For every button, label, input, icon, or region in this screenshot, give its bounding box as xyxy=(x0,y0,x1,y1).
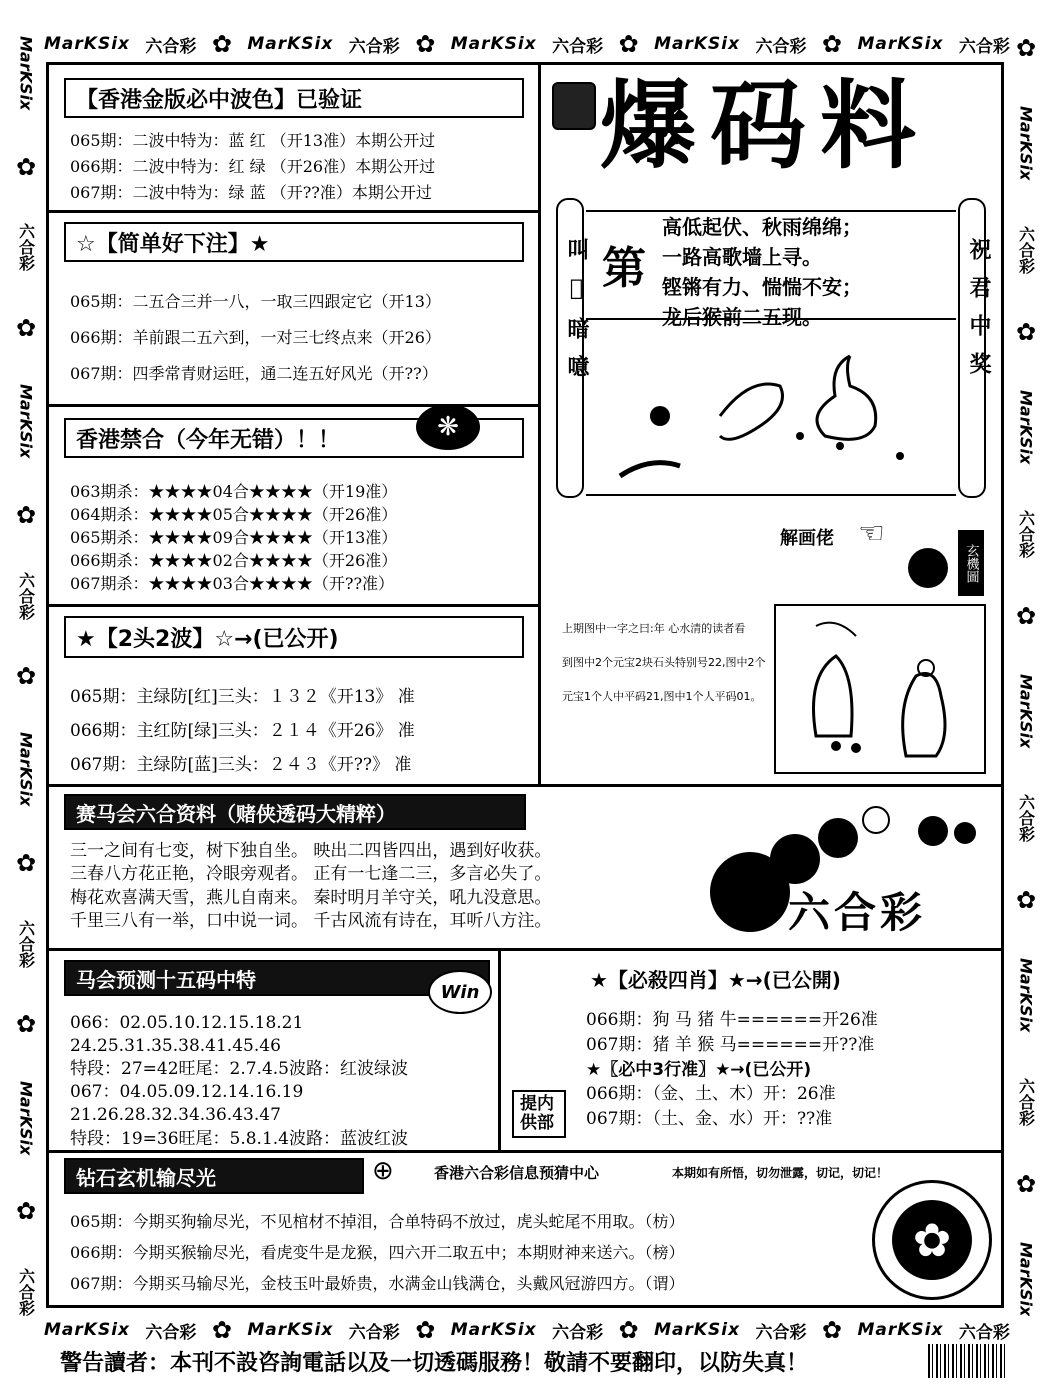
s5-header: 赛马会六合资料（赌侠透码大精粹） xyxy=(64,794,526,830)
flower-icon: ✿ xyxy=(15,1010,37,1039)
flower-icon: ✿ xyxy=(1015,885,1037,914)
lottery-logo-text: 六合彩 xyxy=(788,888,927,937)
brand-text: MarKSix xyxy=(654,1320,741,1340)
s5-lines xyxy=(70,840,551,934)
brand-cn-text: 六合彩 xyxy=(1016,226,1036,275)
flower-icon: ✿ xyxy=(1015,1169,1037,1198)
brand-cn-text: 六合彩 xyxy=(348,1322,400,1343)
s7-line: 066期：狗 马 猪 牛======开26准 xyxy=(586,1010,878,1030)
flower-icon: ✿ xyxy=(15,313,37,342)
brand-cn-text: 六合彩 xyxy=(16,1267,36,1316)
ink-painting xyxy=(600,326,940,492)
provider-box: 提内供部 xyxy=(512,1090,566,1138)
flower-icon: ✿ xyxy=(15,152,37,181)
s3-line: 063期杀：★★★★04合★★★★（开19准） xyxy=(70,482,398,501)
brand-cn-text: 六合彩 xyxy=(552,36,604,57)
brand-text: MarKSix xyxy=(16,732,36,807)
s7-sub-header: ★〖必中3行准〗★→(已公开) xyxy=(586,1059,812,1080)
clue-line: 上期图中一字之曰:年 心水清的读者看 xyxy=(562,622,746,635)
poem xyxy=(662,212,862,332)
flower-icon: ✿ xyxy=(415,1316,436,1344)
win-badge: Win xyxy=(428,970,492,1014)
s5-line: 梅花欢喜满天雪，燕儿自南来。 秦时明月羊守关，吼九没意思。 xyxy=(70,887,552,908)
brand-text: MarKSix xyxy=(450,1320,537,1340)
brand-text: MarKSix xyxy=(1016,673,1036,749)
branch xyxy=(816,623,856,636)
flower-icon: ✿ xyxy=(821,30,843,58)
brand-text: MarKSix xyxy=(16,384,36,459)
poem-line: 高低起伏、秋雨绵绵； xyxy=(662,215,862,239)
top-brand-strip xyxy=(44,28,1010,60)
s1-line: 066期：二波中特为：红 绿 （开26准）本期公开过 xyxy=(70,156,436,176)
brand-cn-text: 六合彩 xyxy=(755,1322,807,1343)
poem-di: 第 xyxy=(602,243,646,294)
brand-text: MarKSix xyxy=(44,34,130,54)
interpret-label: 解画佬 xyxy=(780,528,834,549)
flower-icon: ✿ xyxy=(618,1316,639,1344)
brand-text: MarKSix xyxy=(16,36,36,111)
flower-icon: ✿ xyxy=(15,849,37,878)
brand-cn-text: 六合彩 xyxy=(958,36,1010,57)
s4-line: 065期：主绿防[红]三头：１３２《开13》 准 xyxy=(70,687,415,707)
left-brand-strip xyxy=(8,36,44,1316)
reader-warning: 警告讀者：本刊不設咨詢電話以及一切透碼服務！敬請不要翻印，以防失真！ xyxy=(60,1351,809,1376)
s4-line: 066期：主红防[绿]三头：２１４《开26》 准 xyxy=(70,721,415,741)
s8-line: 065期：今期买狗输尽光，不见棺材不掉泪，合单特码不放过，虎头蛇尾不用取。（枋） xyxy=(70,1212,685,1231)
ingot-dot xyxy=(851,743,861,753)
s1-header: 【香港金版必中波色】已验证 xyxy=(64,78,524,118)
brand-text: MarKSix xyxy=(857,1320,944,1340)
divider xyxy=(48,948,1004,951)
page-title: 爆码料 xyxy=(600,70,930,182)
brand-cn-text: 六合彩 xyxy=(755,36,807,57)
s5-line: 千里三八有一举，口中说一词。 千古风流有诗在，耳听八方注。 xyxy=(70,911,552,932)
dot xyxy=(836,442,844,450)
s3-lines xyxy=(70,480,397,595)
dot xyxy=(796,432,804,440)
poem-line: 一路高歌墙上寻。 xyxy=(662,245,822,269)
fish-emblem-icon: ❋ xyxy=(416,404,480,450)
s3-header: 香港禁合（今年无错）！！ xyxy=(64,418,524,458)
s7-sub-line: 067期：（土、金、水）开：??准 xyxy=(586,1109,833,1130)
s1-line: 065期：二波中特为：蓝 红 （开13准）本期公开过 xyxy=(70,131,436,150)
brand-cn-text: 六合彩 xyxy=(1016,793,1036,842)
s8-header: 钻石玄机输尽光 xyxy=(64,1158,364,1194)
s6-line: 24.25.31.35.38.41.45.46 xyxy=(70,1036,281,1057)
column-divider xyxy=(498,950,501,1150)
ingot-dot xyxy=(831,741,841,751)
ball-icon xyxy=(818,818,858,858)
brand-cn-text: 六合彩 xyxy=(16,919,36,968)
flower-icon: ✿ xyxy=(15,661,37,690)
s7-sub-line: 066期：（金、土、木）开：26准 xyxy=(586,1084,836,1105)
brand-cn-text: 六合彩 xyxy=(958,1322,1010,1343)
flower-icon: ✿ xyxy=(211,1316,232,1344)
pointing-hand-icon: ☜ xyxy=(858,516,885,551)
brand-cn-text: 六合彩 xyxy=(348,36,400,57)
flower-icon: ✿ xyxy=(15,501,37,530)
s6-line: 066：02.05.10.12.15.18.21 xyxy=(70,1013,304,1033)
poem-line: 龙后猴前二五现。 xyxy=(662,305,822,329)
s6-lines xyxy=(70,1012,408,1151)
brand-cn-text: 六合彩 xyxy=(1016,509,1036,558)
barcode xyxy=(928,1344,1008,1378)
brand-text: MarKSix xyxy=(450,34,537,54)
s1-lines xyxy=(70,128,435,206)
brand-text: MarKSix xyxy=(1016,957,1036,1032)
s7-line: 067期：猪 羊 猴 马======开??准 xyxy=(586,1034,875,1055)
s3-line: 066期杀：★★★★02合★★★★（开26准） xyxy=(70,551,398,571)
s7-header: ★【必殺四肖】★→(已公開) xyxy=(590,968,841,992)
brand-text: MarKSix xyxy=(44,1320,130,1340)
s4-header: ★【2头2波】☆→(已公开) xyxy=(64,616,524,658)
ball-outline-icon xyxy=(862,806,890,834)
divider xyxy=(48,784,1004,787)
flower-icon: ✿ xyxy=(821,1316,843,1344)
brand-cn-text: 六合彩 xyxy=(145,36,197,57)
divider xyxy=(48,604,538,607)
s8-line: 066期：今期买猴输尽光，看虎变牛是龙猴，四六开二取五中；本期财神来送六。（榜） xyxy=(70,1243,685,1263)
dot xyxy=(896,452,904,460)
clue-line: 到图中2个元宝2块石头特别号22,图中2个 xyxy=(562,656,766,670)
s5-line: 三春八方花正艳，冷眼旁观者。 正有一七逢二三，多言必失了。 xyxy=(70,864,552,885)
center-name: 香港六合彩信息预猜中心 xyxy=(434,1164,600,1182)
s6-line: 特段：27=42旺尾：2.7.4.5波路：红波绿波 xyxy=(70,1059,408,1080)
brush-stroke xyxy=(620,463,680,476)
brand-text: MarKSix xyxy=(654,34,741,54)
clue-line: 元宝1个人中平码21,图中1个人平码01。 xyxy=(562,690,762,704)
bauhinia-icon: ✿ xyxy=(892,1200,972,1280)
clue-text xyxy=(562,612,766,714)
flower-icon: ✿ xyxy=(211,30,232,58)
s2-lines xyxy=(70,284,441,392)
ball-icon xyxy=(918,816,948,846)
ball-icon xyxy=(954,822,976,844)
s4-line: 067期：主绿防[蓝]三头：２４３《开??》 准 xyxy=(70,755,412,775)
s2-line: 067期：四季常青财运旺，通二连五好风光（开??） xyxy=(70,364,438,383)
scroll-left-text: 叫𫛛暗噫 xyxy=(564,238,589,393)
s2-header: ☆【简单好下注】★ xyxy=(64,222,524,262)
s4-lines xyxy=(70,680,415,782)
brand-cn-text: 六合彩 xyxy=(16,223,36,272)
brand-text: MarKSix xyxy=(1016,1241,1036,1316)
right-brand-strip xyxy=(1008,36,1044,1316)
seal-stamp: 玄機圖 xyxy=(958,530,984,596)
s1-line: 067期：二波中特为：绿 蓝 （开??准）本期公开过 xyxy=(70,182,432,202)
brand-text: MarKSix xyxy=(1016,389,1036,465)
flower-icon: ✿ xyxy=(1015,601,1037,630)
s8-line: 067期：今期买马输尽光，金枝玉叶最娇贵，水满金山钱满仓，头戴风冠游四方。（谓） xyxy=(70,1274,685,1294)
compass-icon: ⊕ xyxy=(372,1156,394,1186)
s2-line: 066期：羊前跟二五六到，一对三七终点来（开26） xyxy=(70,328,441,347)
flower-icon: ✿ xyxy=(1015,36,1037,62)
s3-line: 067期杀：★★★★03合★★★★（开??准） xyxy=(70,574,395,594)
stone-shape xyxy=(814,656,853,736)
ball-icon xyxy=(770,834,820,884)
horse-logo-icon xyxy=(552,82,596,130)
s5-line: 三一之间有七变，树下独自坐。 映出二四皆四出，遇到好收获。 xyxy=(70,841,552,861)
flower-icon: ✿ xyxy=(415,30,436,58)
brand-text: MarKSix xyxy=(16,1080,36,1155)
brand-text: MarKSix xyxy=(1016,105,1036,181)
brand-cn-text: 六合彩 xyxy=(552,1322,604,1343)
figure-shape xyxy=(903,674,945,757)
s2-line: 065期：二五合三并一八，一取三四跟定它（开13） xyxy=(70,292,441,311)
notice-text: 本期如有所悟，切勿泄露，切记，切记！ xyxy=(672,1166,889,1180)
brand-cn-text: 六合彩 xyxy=(1016,1077,1036,1126)
brand-text: MarKSix xyxy=(247,1320,334,1340)
s8-lines xyxy=(70,1206,685,1300)
bottom-brand-strip xyxy=(44,1314,1010,1346)
s6-line: 特段：19=36旺尾：5.8.1.4波路：蓝波红波 xyxy=(70,1128,408,1149)
s7-lines xyxy=(586,1008,878,1132)
s6-line: 067：04.05.09.12.14.16.19 xyxy=(70,1082,304,1103)
rock-shape xyxy=(720,384,783,439)
brand-cn-text: 六合彩 xyxy=(145,1322,197,1343)
divider xyxy=(48,210,538,213)
s6-line: 21.26.28.32.34.36.43.47 xyxy=(70,1105,281,1126)
flower-icon: ✿ xyxy=(618,30,639,58)
brand-text: MarKSix xyxy=(247,34,334,54)
small-picture-drawing xyxy=(776,606,984,772)
brand-cn-text: 六合彩 xyxy=(16,571,36,620)
flower-icon: ✿ xyxy=(15,1197,37,1226)
s6-header: 马会预测十五码中特 xyxy=(64,960,490,996)
scroll-right-text: 祝君中奖 xyxy=(966,238,991,390)
divider xyxy=(48,1150,1004,1153)
ink-blot-icon xyxy=(908,548,948,588)
poem-line: 铿锵有力、惴惴不安； xyxy=(662,275,862,299)
flower-dot xyxy=(650,406,670,426)
small-picture xyxy=(774,604,986,774)
s3-line: 064期杀：★★★★05合★★★★（开26准） xyxy=(70,505,398,525)
brand-text: MarKSix xyxy=(857,34,944,54)
s3-line: 065期杀：★★★★09合★★★★（开13准） xyxy=(70,528,398,548)
hk-emblem-seal xyxy=(872,1180,992,1300)
flower-icon: ✿ xyxy=(1015,317,1037,346)
gourd-shape xyxy=(817,356,876,439)
column-divider xyxy=(538,64,541,786)
